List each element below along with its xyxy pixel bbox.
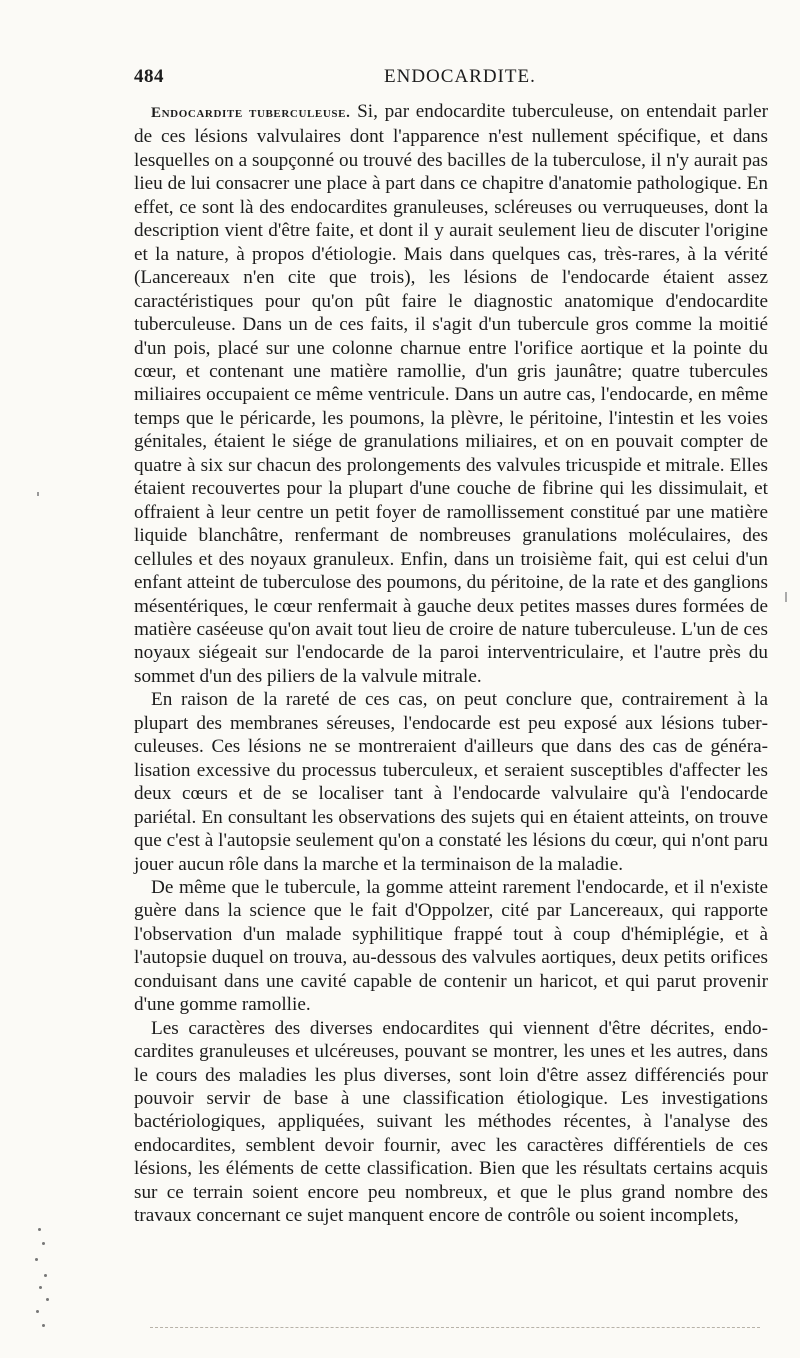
book-page — [134, 66, 768, 1228]
speck — [42, 1324, 45, 1327]
paragraph-3: De même que le tubercule, la gomme atteint rarement l'endocarde, et il n'existe guère dans la science que le fait d'Oppolzer, cité par Lancereaux, qui rapporte l'observation d'un malade syphilitique frappé tout à coup d'hémiplégie, et à l'autopsie duquel on trouva, au-dessous des valvules aortiques, deux petits orifices conduisant dans une cavité capable de contenir un haricot, et qui parut provenir d'une gomme ramollie. — [134, 876, 768, 1016]
speck — [36, 1310, 39, 1313]
running-title: ENDOCARDITE. — [384, 66, 536, 87]
speck — [44, 1274, 47, 1277]
paragraph-1 — [134, 100, 768, 688]
speck — [42, 1242, 45, 1245]
paragraph-2: En raison de la rareté de ces cas, on peut conclure que, contrairement à la plupart des membranes séreuses, l'endocarde est peu exposé aux lésions tuberculeuses. Ces lésions ne se montreraient d'ailleurs que dans des cas de généralisation excessive du processus tuberculeux, et seraient susceptibles d'affecter les deux cœurs et de se localiser tant à l'endocarde valvulaire qu'à l'endocarde pariétal. En consultant les observations des sujets qui en étaient atteints, on trouve que c'est à l'autopsie seulement qu'on a constaté les lésions du cœur, qui n'ont paru jouer aucun rôle dans la marche et la terminaison de la maladie. — [134, 689, 768, 875]
margin-specks — [30, 1228, 50, 1328]
margin-speck — [37, 492, 39, 496]
bottom-rule — [150, 1327, 760, 1328]
page-header — [134, 66, 768, 96]
section-heading: Endocardite tuberculeuse. — [151, 105, 351, 121]
body-text — [134, 100, 768, 1228]
paragraph-4: Les caractères des diverses endocardites qui viennent d'être décrites, endocardites granuleuses et ulcéreuses, pouvant se montrer, les unes et les autres, dans le cours des maladies les plus diverses, sont loin d'être assez différenciés pour pouvoir servir de base à une classification étiologique. Les investigations bactériologiques, appliquées, suivant les méthodes récentes, à l'analyse des endocardites, semblent devoir fournir, avec les caractères différentiels de ces lésions, les éléments de cette classification. Bien que les résultats certains acquis sur ce terrain soient encore peu nombreux, et que le plus grand nombre des travaux concernant ce sujet manquent encore de contrôle ou soient incomplets, — [134, 1017, 768, 1227]
page-number: 484 — [134, 66, 164, 87]
margin-speck — [785, 592, 787, 602]
speck — [39, 1286, 42, 1289]
speck — [46, 1298, 49, 1301]
paragraph-1-text: Si, par endocardite tuberculeuse, on entendait parler de ces lésions valvulaires dont l'apparence n'est nullement spécifique, et dans lesquelles on a soupçonné ou trouvé des bacilles de la tuberculose, il n'y aurait pas lieu de lui consacrer une place à part dans ce chapitre d'anatomie pathologique. En effet, ce sont là des endocardites granuleuses, scléreuses ou verruqueuses, dont la description vient d'être faite, et dont il y aurait seulement lieu de discuter l'origine et la nature, à propos d'étiologie. Mais dans quelques cas, très-rares, à la vérité (Lancereaux n'en cite que trois), les lésions de l'endocarde étaient assez caractéristiques pour qu'on pût faire le diagnostic anatomique d'endocardite tuberculeuse. Dans un de ces faits, il s'agit d'un tubercule gros comme la moitié d'un pois, placé sur une colonne charnue entre l'orifice aortique et la pointe du cœur, et contenant une matière ramollie, d'un gris jaunâtre; quatre tubercules miliaires occupaient ce même ventricule. Dans un autre cas, l'endocarde, en même temps que le péricarde, les poumons, la plèvre, le péritoine, l'intestin et les voies génitales, étaient le siége de granulations miliaires, et on en pouvait compter de quatre à six sur chacun des prolongements des valvules tricuspide et mitrale. Elles étaient recouvertes pour la plupart d'une couche de fibrine qui les dissimulait, et offraient à leur centre un petit foyer de ramollissement constitué par une matière liquide blanchâtre, renfermant de nombreuses granulations moléculaires, des cellules et des noyaux granuleux. Enfin, dans un troisième fait, qui est celui d'un enfant atteint de tuberculose des poumons, du péritoine, de la rate et des ganglions mésentériques, le cœur renfermait à gauche deux petites masses dures formées de matière caséeuse qu'on avait tout lieu de croire de nature tuberculeuse. L'un de ces noyaux siégeait sur l'endocarde de la paroi interventriculaire, et l'autre près du sommet d'un des piliers de la valvule mitrale. — [134, 101, 768, 687]
speck — [38, 1228, 41, 1231]
speck — [35, 1258, 38, 1261]
